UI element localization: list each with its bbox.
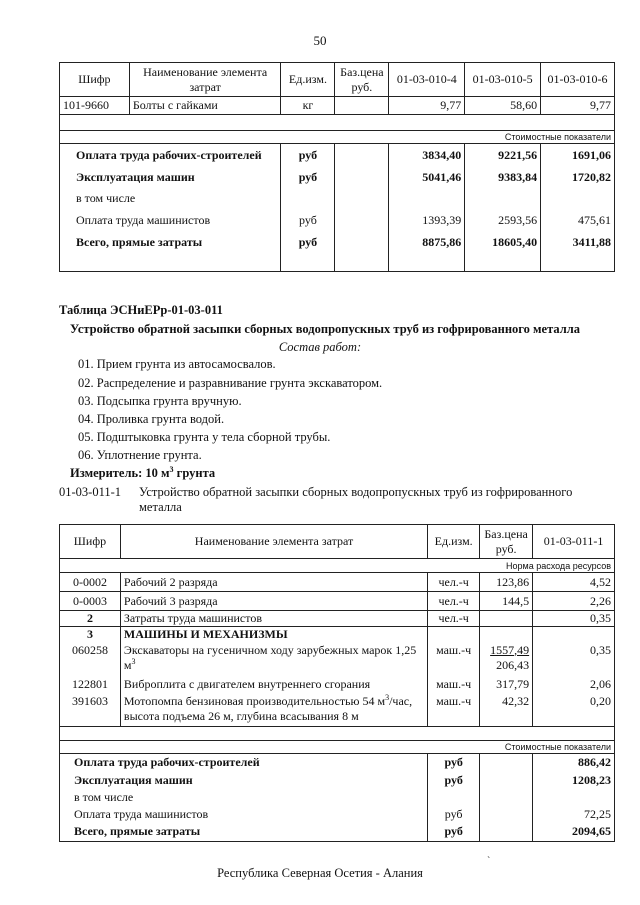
work-item: 06. Уплотнение грунта. — [78, 448, 202, 462]
summary-name: Оплата труда рабочих-строителей — [60, 754, 428, 772]
row-name: Экскаваторы на гусеничном ходу зарубежных марок 1,25 $м^3$ — [120, 643, 427, 676]
work-item: 01. Прием грунта из автосамосвалов. — [78, 357, 276, 371]
summary-name: Всего, прямые затраты — [60, 823, 428, 842]
row-price: 42,32 — [480, 694, 533, 727]
machines-title: МАШИНЫ И МЕХАНИЗМЫ — [120, 627, 427, 643]
summary-name: Эксплуатация машин — [60, 167, 281, 188]
price-bottom: 206,43 — [496, 657, 530, 672]
summary-name: Оплата труда машинистов — [60, 209, 281, 232]
work-item: 02. Распределение и разравнивание грунта экскаватором. — [78, 376, 383, 390]
table-row — [60, 97, 615, 115]
row-price: 317,79 — [480, 676, 533, 694]
work-composition-title: Состав работ: — [278, 340, 362, 354]
table-title: Таблица ЭСНиЕРр-01-03-011 — [59, 303, 223, 317]
row-code: 122801 — [60, 676, 121, 694]
summary-name: Оплата труда рабочих-строителей — [60, 144, 281, 167]
summary-unit: руб — [281, 232, 335, 253]
summary-v1: 1393,39 — [389, 209, 465, 232]
cost-indicators-label: Стоимостные показатели — [60, 131, 615, 144]
table-header-row — [60, 63, 615, 97]
header-price: Баз.цена руб. — [335, 63, 389, 97]
summary-v3: 1720,82 — [541, 167, 615, 188]
summary-unit: руб — [281, 167, 335, 188]
row-unit: маш.-ч — [428, 643, 480, 676]
page-number: 50 — [313, 33, 327, 48]
row-price — [335, 97, 389, 115]
summary-v3: 3411,88 — [541, 232, 615, 253]
row-code: 391603 — [60, 694, 121, 727]
section-row-machines — [60, 627, 615, 643]
row-unit: чел.-ч — [428, 573, 480, 592]
header-price: Баз.цена руб. — [480, 525, 533, 559]
row-unit: чел.-ч — [428, 611, 480, 627]
row-code: 0-0002 — [60, 573, 121, 592]
summary-v1: 3834,40 — [389, 144, 465, 167]
header-unit: Ед.изм. — [428, 525, 480, 559]
item-description: Устройство обратной засыпки сборных водопропускных труб из гофрированного металла — [139, 485, 573, 514]
row-name: Мотопомпа бензиновая производительностью 54 $м^3$/час, высота подъема 26 м, глубина всасывания 8 м — [120, 694, 427, 727]
row-unit: маш.-ч — [428, 694, 480, 727]
item-code: 01-03-011-1 — [59, 485, 122, 499]
section-label-row — [60, 131, 615, 144]
header-unit: Ед.изм. — [281, 63, 335, 97]
summary-v1: 8875,86 — [389, 232, 465, 253]
row-unit: маш.-ч — [428, 676, 480, 694]
summary-unit: руб — [428, 823, 480, 842]
summary-v1: 5041,46 — [389, 167, 465, 188]
header-name: Наименование элемента затрат — [120, 525, 427, 559]
row-unit: кг — [281, 97, 335, 115]
footer-mark: ` — [487, 856, 491, 867]
summary-value: 2094,65 — [533, 823, 615, 842]
summary-row — [60, 232, 615, 253]
summary-row — [60, 789, 615, 806]
header-col-2: 01-03-010-5 — [465, 63, 541, 97]
row-name: Виброплита с двигателем внутреннего сгорания — [120, 676, 427, 694]
work-item: 04. Проливка грунта водой. — [78, 412, 225, 426]
header-code: Шифр — [60, 63, 130, 97]
row-code: 0-0003 — [60, 592, 121, 611]
table-row — [60, 611, 615, 627]
summary-v3: 475,61 — [541, 209, 615, 232]
row-name: Болты с гайками — [129, 97, 281, 115]
summary-name: в том числе — [60, 789, 428, 806]
measure-unit: Измеритель: 10 $м^3$ грунта — [70, 464, 216, 480]
row-name: Рабочий 2 разряда — [120, 573, 427, 592]
summary-v2: 2593,56 — [465, 209, 541, 232]
summary-name: Эксплуатация машин — [60, 772, 428, 789]
work-item: 03. Подсыпка грунта вручную. — [78, 394, 242, 408]
header-col-1: 01-03-010-4 — [389, 63, 465, 97]
row-price: 144,5 — [480, 592, 533, 611]
table-row — [60, 694, 615, 727]
row-unit: чел.-ч — [428, 592, 480, 611]
row-value: 4,52 — [533, 573, 615, 592]
cost-indicators-label: Стоимостные показатели — [60, 741, 615, 754]
section-heading: Устройство обратной засыпки сборных водопропускных труб из гофрированного металла — [70, 322, 581, 336]
summary-row — [60, 188, 615, 209]
header-name: Наименование элемента затрат — [129, 63, 281, 97]
resource-table-011 — [59, 524, 615, 842]
norm-label-row — [60, 559, 615, 573]
summary-v3: 1691,06 — [541, 144, 615, 167]
cost-table-010 — [59, 62, 615, 272]
row-value: 2,06 — [533, 676, 615, 694]
machines-code: 3 — [60, 627, 121, 643]
summary-row — [60, 144, 615, 167]
header-col-3: 01-03-010-6 — [541, 63, 615, 97]
header-col-1: 01-03-011-1 — [533, 525, 615, 559]
row-value: 0,35 — [533, 611, 615, 627]
summary-unit: руб — [428, 772, 480, 789]
row-value: 0,20 — [533, 694, 615, 727]
row-v3: 9,77 — [541, 97, 615, 115]
section-label-row — [60, 741, 615, 754]
summary-value: 72,25 — [533, 806, 615, 823]
table-row — [60, 573, 615, 592]
summary-name: Всего, прямые затраты — [60, 232, 281, 253]
summary-row — [60, 823, 615, 842]
summary-name: Оплата труда машинистов — [60, 806, 428, 823]
row-v2: 58,60 — [465, 97, 541, 115]
summary-name: в том числе — [60, 188, 281, 209]
summary-row — [60, 754, 615, 772]
summary-unit: руб — [281, 144, 335, 167]
summary-unit: руб — [428, 806, 480, 823]
summary-row — [60, 209, 615, 232]
header-code: Шифр — [60, 525, 121, 559]
row-code: 101-9660 — [60, 97, 130, 115]
summary-row — [60, 806, 615, 823]
summary-v2: 18605,40 — [465, 232, 541, 253]
summary-unit: руб — [428, 754, 480, 772]
table-row — [60, 643, 615, 676]
row-code: 2 — [60, 611, 121, 627]
row-name: Затраты труда машинистов — [120, 611, 427, 627]
row-value: 2,26 — [533, 592, 615, 611]
summary-unit: руб — [281, 209, 335, 232]
work-item: 05. Подштыковка грунта у тела сборной трубы. — [78, 430, 331, 444]
price-top: 1557,49 — [490, 642, 530, 657]
row-name: Рабочий 3 разряда — [120, 592, 427, 611]
table-row — [60, 592, 615, 611]
row-price — [480, 643, 533, 676]
summary-value: 886,42 — [533, 754, 615, 772]
row-v1: 9,77 — [389, 97, 465, 115]
summary-row — [60, 167, 615, 188]
row-value: 0,35 — [533, 643, 615, 676]
table-header-row — [60, 525, 615, 559]
summary-row — [60, 772, 615, 789]
summary-value: 1208,23 — [533, 772, 615, 789]
summary-v2: 9221,56 — [465, 144, 541, 167]
row-price — [480, 611, 533, 627]
row-price: 123,86 — [480, 573, 533, 592]
summary-v2: 9383,84 — [465, 167, 541, 188]
table-row — [60, 676, 615, 694]
row-code: 060258 — [60, 643, 121, 676]
norm-label: Норма расхода ресурсов — [60, 559, 615, 573]
page-footer: Республика Северная Осетия - Алания — [217, 866, 423, 880]
